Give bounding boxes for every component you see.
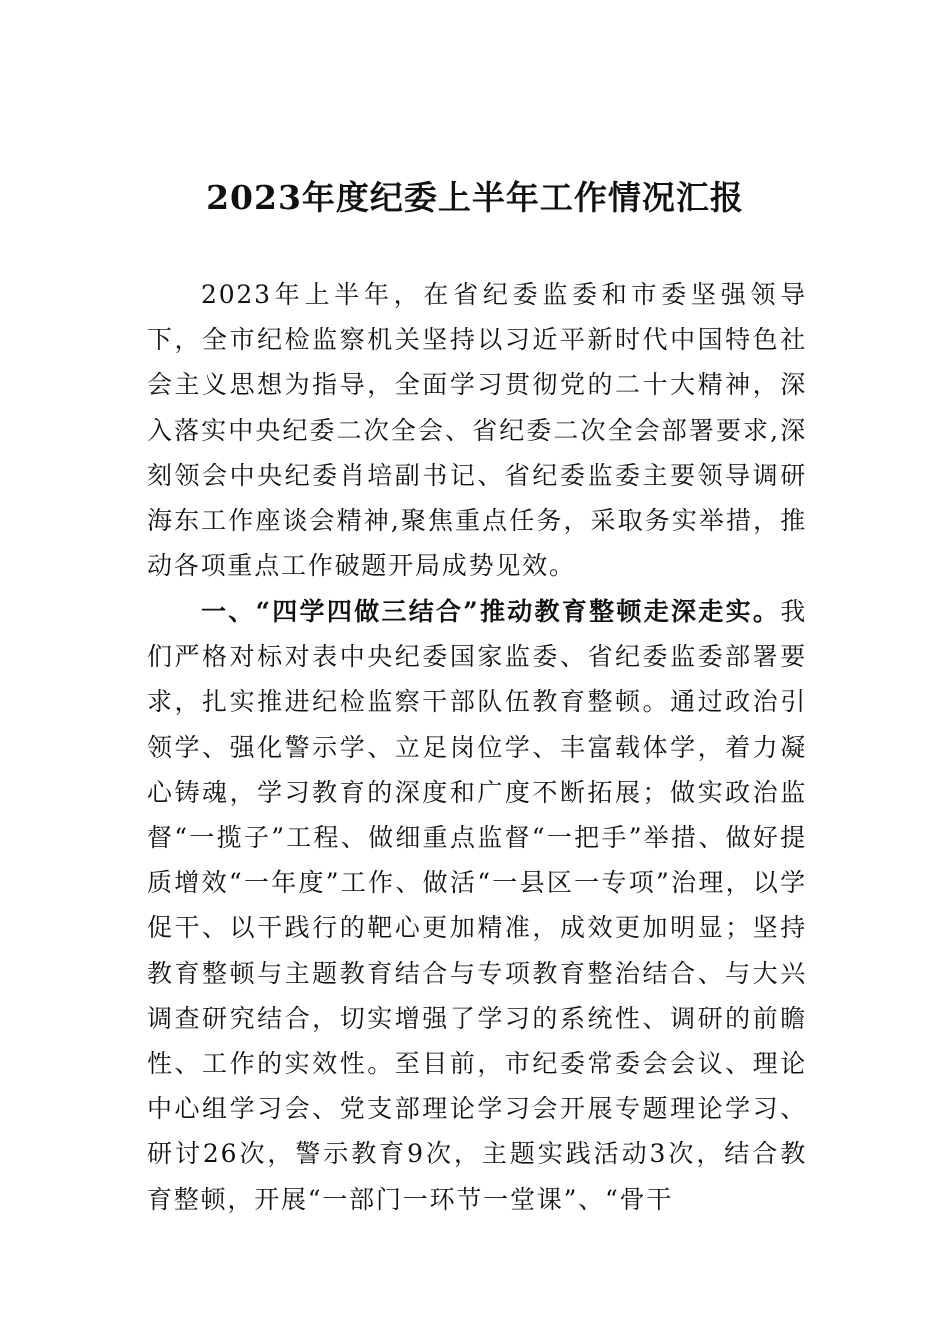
section-one-heading: 一、“四学四做三结合”推动教育整顿走深走实。: [201, 597, 781, 626]
intro-paragraph: 2023年上半年，在省纪委监委和市委坚强领导下，全市纪检监察机关坚持以习近平新时代中国特色社会主义思想为指导，全面学习贯彻党的二十大精神，深入落实中央纪委二次全会、省纪委二次全会部署要求,深刻领会中央纪委肖培副书记、省纪委监委主要领导调研海东工作座谈会精神,聚焦重点任务，采取务实举措，推动各项重点工作破题开局成势见效。: [147, 280, 807, 581]
document-title: 2023年度纪委上半年工作情况汇报: [206, 178, 744, 217]
section-one-paragraph: [147, 589, 807, 1222]
section-one-body: 我们严格对标对表中央纪委国家监委、省纪委监委部署要求，扎实推进纪检监察干部队伍教育整顿。通过政治引领学、强化警示学、立足岗位学、丰富载体学，着力凝心铸魂，学习教育的深度和广度不断拓展；做实政治监督“一揽子”工程、做细重点监督“一把手”举措、做好提质增效“一年度”工作、做活“一县区一专项”治理，以学促干、以干践行的靶心更加精准，成效更加明显；坚持教育整顿与主题教育结合与专项教育整治结合、与大兴调查研究结合，切实增强了学习的系统性、调研的前瞻性、工作的实效性。至目前，市纪委常委会会议、理论中心组学习会、党支部理论学习会开展专题理论学习、研讨26次，警示教育9次，主题实践活动3次，结合教育整顿，开展“一部门一环节一堂课”、“骨干: [147, 597, 807, 1214]
